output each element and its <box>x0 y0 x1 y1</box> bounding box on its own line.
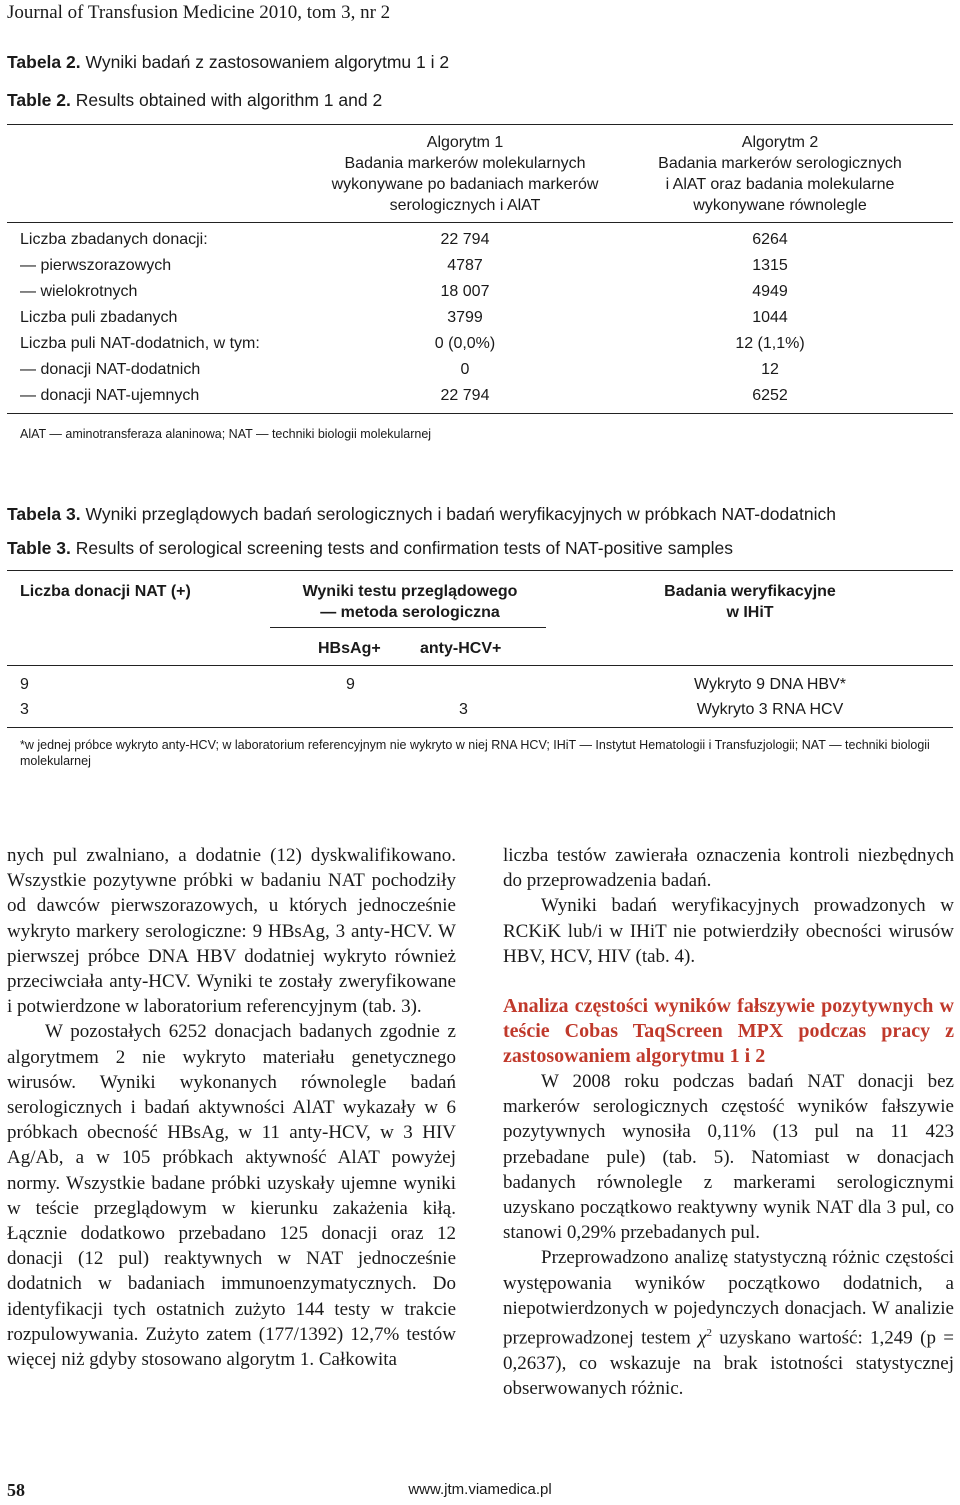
table2-col2-header <box>620 132 940 216</box>
table3-col1-header: Liczba donacji NAT (+) <box>20 583 191 600</box>
right-paragraph-4 <box>503 1245 954 1401</box>
table2-row-a2: 4949 <box>752 283 788 300</box>
table3-footnote: *w jednej próbce wykryto anty-HCV; w laboratorium referencyjnym nie wykryto w niej RNA HCV; IHiT — Instytut Hematologii i Transfuzjologii; NAT — techniki biologii molekularnej <box>20 738 930 768</box>
right-paragraph-3: W 2008 roku podczas badań NAT donacji bez markerów serologicznych częstość wyników fałszywie pozytywnych wynosiła 0,11% (13 pul na 11 423 przebadane pule) (tab. 5). Natomiast w donacjach badanych równolegle z markerami serologicznymi uzyskano początkowo reaktywny wynik NAT dla 3 pul, co stanowi 0,29% przebadanych pul. <box>503 1071 954 1244</box>
table3-col2-header-line1: Wyniki testu przeglądowego <box>302 583 518 600</box>
journal-header: Journal of Transfusion Medicine 2010, tom 3, nr 2 <box>7 2 391 23</box>
table3-label-pl: Tabela 3. <box>7 504 81 524</box>
table3-subheader-rule <box>270 627 546 628</box>
table3-title-pl: Wyniki przeglądowych badań serologicznych i badań weryfikacyjnych w próbkach NAT-dodatnich <box>85 504 836 524</box>
table2-row-a2: 12 (1,1%) <box>735 335 805 352</box>
table3-col3-header-line1: Badania weryfikacyjne <box>664 583 836 600</box>
chi-exponent: 2 <box>706 1327 712 1340</box>
table2-row-label: — pierwszorazowych <box>20 257 172 274</box>
table2-col1-header-line: Algorytm 1 <box>426 134 504 151</box>
table2-col1-header <box>300 132 630 216</box>
p4-text-before: Przeprowadzono analizę statystyczną różnic częstości występowania wyników początkowo dodatnich, a niepotwierdzonych w pojedynczych donacjach. W analizie przeprowadzonej testem <box>503 1247 954 1349</box>
right-paragraph-2: Wyniki badań weryfikacyjnych prowadzonych w RCKiK lub/i w IHiT nie potwierdziły obecności wirusów HBV, HCV, HIV (tab. 4). <box>503 895 954 967</box>
table2-caption-en <box>7 90 382 111</box>
table2-header-rule <box>7 222 953 223</box>
table2-caption-pl <box>7 52 449 73</box>
table2-row-a2: 6264 <box>752 231 788 248</box>
table2-row-a1: 0 <box>460 361 470 378</box>
table2-col2-header-line: i AlAT oraz badania molekularne <box>665 176 895 193</box>
table2-col1-header-line: Badania markerów molekularnych <box>344 155 586 172</box>
table2-row-a1: 0 (0,0%) <box>434 335 496 352</box>
left-paragraph-2: W pozostałych 6252 donacjach badanych zgodnie z algorytmem 2 nie wykryto materiału genetycznego wirusów. Wyniki wykonanych równolegle badań serologicznych i badań aktywności AlAT wykazały w 6 próbkach obecność HBsAg, w 11 anty-HCV, w 3 HIV Ag/Ab, a w 105 próbkach aktywność AlAT powyżej normy. Wszystkie badane próbki uzyskały ujemne wyniki w teście przeglądowym w kierunku zakażenia kiłą. Łącznie dodatkowo przebadano 125 donacji oraz 12 donacji (12 pul) reaktywnych w NAT jednocześnie dodatnich w badaniach immunoenzymatycznych. Do identyfikacji tych ostatnich zużyto 144 testy w trakcie rozpulowywania. Zużyto zatem (177/1392) 12,7% testów więcej niż gdyby stosowano algorytm 1. Całkowita <box>7 1021 456 1371</box>
table3-caption-pl <box>7 504 836 525</box>
left-column <box>7 843 456 1372</box>
table2-row-a2: 1315 <box>752 257 788 274</box>
table3-caption-en <box>7 538 733 559</box>
section-heading: Analiza częstości wyników fałszywie pozytywnych w teście Cobas TaqScreen MPX podczas pracy z zastosowaniem algorytmu 1 i 2 <box>503 995 954 1068</box>
page-number: 58 <box>7 1480 25 1500</box>
table3-header-rule <box>7 665 953 666</box>
table2-row-label: — donacji NAT-dodatnich <box>20 361 201 378</box>
table2-col2-header-line: wykonywane równolegle <box>693 197 867 214</box>
right-column <box>503 843 954 1401</box>
left-paragraph-1: nych pul zwalniano, a dodatnie (12) dyskwalifikowano. Wszystkie pozytywne próbki w badaniu NAT pochodziły od dawców pierwszorazowych, u których jednocześnie wykryto markery serologiczne: 9 HBsAg, 3 anty-HCV. W pierwszej próbce DNA HBV dodatniej wykryto również przeciwciała anty-HCV. Wyniki te zostały zweryfikowane i potwierdzone w laboratorium referencyjnym (tab. 3). <box>7 845 456 1018</box>
table2-row-a1: 18 007 <box>440 283 490 300</box>
table2-row-a2: 1044 <box>752 309 788 326</box>
table3-col2-header-line2: — metoda serologiczna <box>320 604 500 621</box>
table3-label-en: Table 3. <box>7 538 71 558</box>
table2-row-label: — donacji NAT-ujemnych <box>20 387 200 404</box>
table3-row-verify: Wykryto 3 RNA HCV <box>696 701 844 718</box>
table3-bottom-rule <box>7 727 953 728</box>
table2-title-pl: Wyniki badań z zastosowaniem algorytmu 1 i 2 <box>85 52 450 72</box>
table3-top-rule <box>7 570 953 571</box>
table2-row-label: Liczba zbadanych donacji: <box>20 231 208 248</box>
table2-row-a2: 6252 <box>752 387 788 404</box>
table2-bottom-rule <box>7 413 953 414</box>
table2-row-label: Liczba puli zbadanych <box>20 309 178 326</box>
table3-col3-header-line2: w IHiT <box>726 604 774 621</box>
table2-row-label: Liczba puli NAT-dodatnich, w tym: <box>20 335 260 352</box>
section-spacer <box>503 969 954 994</box>
table2-label-pl: Tabela 2. <box>7 52 81 72</box>
table2-label-en: Table 2. <box>7 90 71 110</box>
table3-col2-header <box>270 581 550 623</box>
table2-row-a1: 22 794 <box>440 231 490 248</box>
right-paragraph-1: liczba testów zawierała oznaczenia kontroli niezbędnych do przeprowadzenia badań. <box>503 845 954 892</box>
table2-footnote: AlAT — aminotransferaza alaninowa; NAT — techniki biologii molekularnej <box>20 427 432 441</box>
table2-col1-header-line: serologicznych i AlAT <box>389 197 541 214</box>
table2-top-rule <box>7 124 953 125</box>
table3-row-hbsag: 9 <box>346 676 355 693</box>
table3-row-count: 9 <box>20 676 29 693</box>
table2-col2-header-line: Badania markerów serologicznych <box>658 155 902 172</box>
table3-title-en: Results of serological screening tests and confirmation tests of NAT-positive samples <box>75 538 733 558</box>
table3-row-hcv: 3 <box>459 701 468 718</box>
table2-col2-header-line: Algorytm 2 <box>741 134 819 151</box>
p4-text-after: uzyskano wartość: 1,249 (p = 0,2637), co wskazuje na brak istotności statystycznej obserwowanych różnic. <box>503 1327 954 1399</box>
table2-col1-header-line: wykonywane po badaniach markerów <box>331 176 599 193</box>
table3-row-verify: Wykryto 9 DNA HBV* <box>694 676 846 693</box>
table2-row-a1: 3799 <box>447 309 483 326</box>
table3-sub-hbsag: HBsAg+ <box>318 640 381 657</box>
table2-row-a2: 12 <box>761 361 779 378</box>
table3-row-count: 3 <box>20 701 29 718</box>
table2-row-a1: 22 794 <box>440 387 490 404</box>
table2-title-en: Results obtained with algorithm 1 and 2 <box>75 90 383 110</box>
table2-row-label: — wielokrotnych <box>20 283 138 300</box>
footer-url[interactable]: www.jtm.viamedica.pl <box>408 1481 552 1498</box>
table3-col3-header <box>630 581 870 623</box>
chi-symbol: χ <box>698 1327 707 1349</box>
table2-row-a1: 4787 <box>447 257 483 274</box>
table3-sub-hcv: anty-HCV+ <box>420 640 502 657</box>
